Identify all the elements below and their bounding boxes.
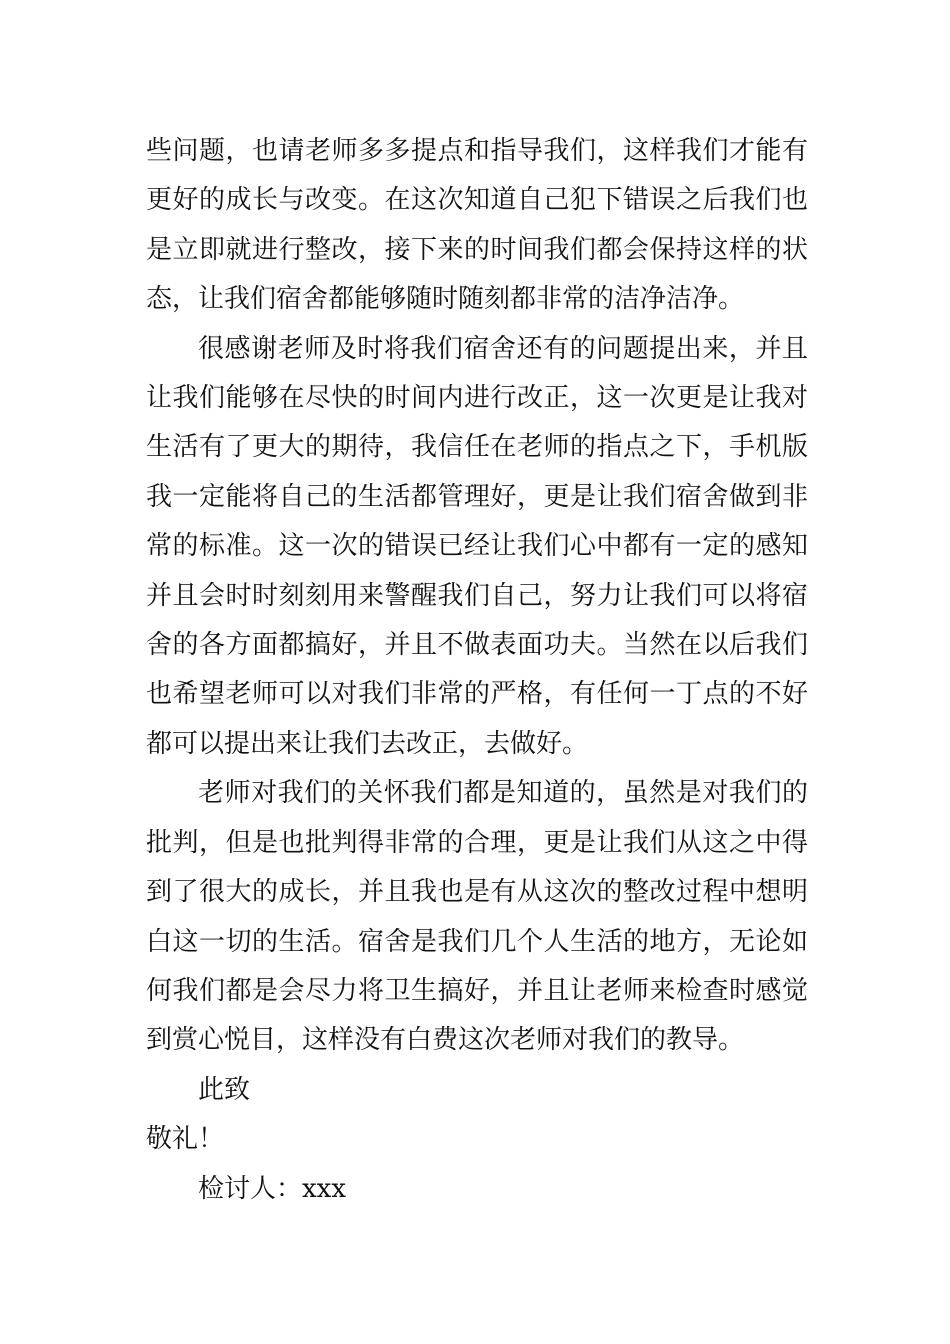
closing-regards: 敬礼！ <box>146 1124 225 1155</box>
paragraph-thanks: 很感谢老师及时将我们宿舍还有的问题提出来，并且让我们能够在尽快的时间内进行改正，这一次更是让我对生活有了更大的期待，我信任在老师的指点之下，手机版我一定能将自己的生活都管理好，更是让我们宿舍做到非常的标准。这一次的错误已经让我们心中都有一定的感知并且会时时刻刻用来警醒我们自己，努力让我们可以将宿舍的各方面都搞好，并且不做表面功夫。当然在以后我们也希望老师可以对我们非常的严格，有任何一丁点的不好都可以提出来让我们去改正，去做好。 <box>146 333 808 759</box>
signature-line: 检讨人：xxx <box>198 1173 346 1204</box>
document-body <box>146 127 808 1214</box>
closing-salutation: 此致 <box>198 1074 251 1105</box>
paragraph-care: 老师对我们的关怀我们都是知道的，虽然是对我们的批判，但是也批判得非常的合理，更是让我们从这之中得到了很大的成长，并且我也是有从这次的整改过程中想明白这一切的生活。宿舍是我们几个人生活的地方，无论如何我们都是会尽力将卫生搞好，并且让老师来检查时感觉到赏心悦目，这样没有白费这次老师对我们的教导。 <box>146 778 808 1056</box>
paragraph-continuation: 些问题，也请老师多多提点和指导我们，这样我们才能有更好的成长与改变。在这次知道自己犯下错误之后我们也是立即就进行整改，接下来的时间我们都会保持这样的状态，让我们宿舍都能够随时随刻都非常的洁净洁净。 <box>146 136 808 315</box>
